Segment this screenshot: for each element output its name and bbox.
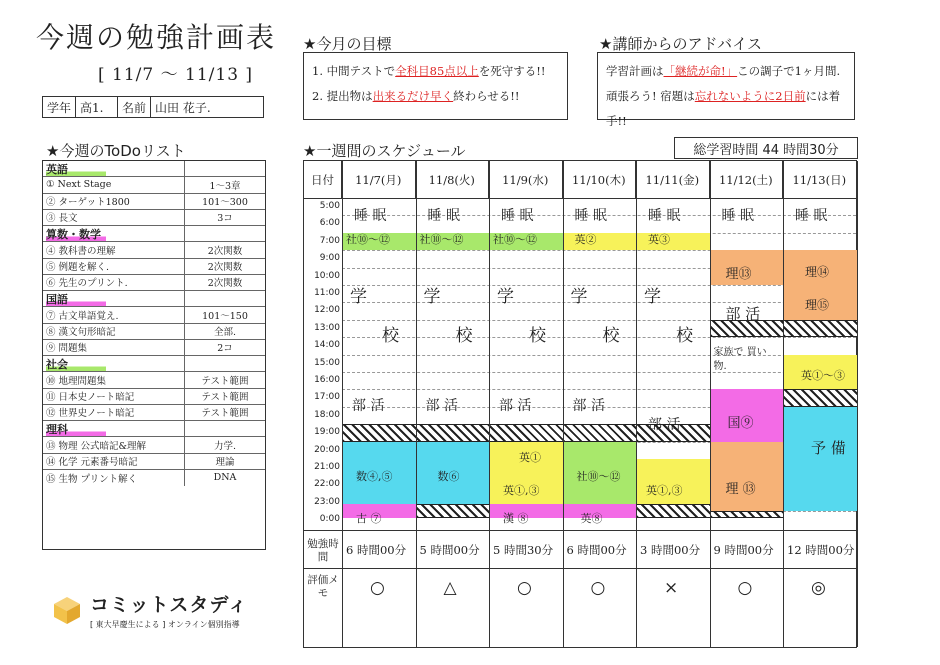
- todo-task: 国語: [43, 291, 185, 306]
- day-header: 11/9(水): [489, 161, 563, 199]
- school-label-gaku: 学: [423, 287, 441, 307]
- advice2-post: には着手!!: [606, 89, 841, 128]
- thu-social-label: 社⑩〜⑫: [576, 469, 621, 483]
- eval-mark: ○: [737, 578, 753, 599]
- study-time-value: 6 時間00分: [346, 543, 407, 558]
- goal1-emphasis: 全科目85点以上: [395, 64, 479, 78]
- todo-subject-row: [43, 291, 265, 307]
- sleep-label: 睡 眠: [574, 208, 607, 225]
- time-label: 14:00: [314, 340, 340, 351]
- column-divider: [857, 161, 858, 647]
- column-divider: [416, 161, 417, 647]
- todo-task: ② ターゲット1800: [43, 194, 185, 209]
- eval-mark: ◎: [811, 578, 826, 599]
- mon-math-label: 数④,⑤: [356, 469, 393, 483]
- todo-quantity: 2コ: [217, 343, 233, 355]
- tue-morning-label: 社⑩〜⑫: [419, 233, 464, 247]
- column-divider: [489, 161, 490, 647]
- time-label: 20:00: [314, 444, 340, 455]
- todo-item-row: [43, 307, 265, 323]
- wed-english1-label: 英①: [519, 450, 541, 464]
- club-label: 部 活: [425, 397, 458, 414]
- todo-subject-row: [43, 161, 265, 177]
- todo-item-row: [43, 372, 265, 388]
- period-range: [ 11/7 〜 11/13 ]: [98, 65, 254, 85]
- todo-subject-row: [43, 421, 265, 437]
- brand-tagline: [ 東大早慶生による ] オンライン個別指導: [90, 620, 240, 629]
- todo-item-row: [43, 177, 265, 193]
- advice1-post: この調子で1ヶ月間.: [737, 64, 841, 78]
- study-time-value: 6 時間00分: [566, 543, 627, 558]
- time-label: 23:00: [314, 496, 340, 507]
- time-label: 16:00: [314, 375, 340, 385]
- wed-morning-label: 社⑩〜⑫: [493, 233, 537, 247]
- todo-task: ⑩ 地理問題集: [43, 372, 185, 387]
- column-divider: [783, 161, 784, 647]
- time-label: 13:00: [314, 322, 340, 333]
- hour-gridline: [342, 372, 856, 373]
- todo-item-row: [43, 242, 265, 258]
- school-label-gaku: 学: [570, 287, 588, 307]
- study-row-divider: [304, 530, 856, 531]
- todo-task: ⑮ 生物 プリント解く: [43, 470, 185, 486]
- advice2-emphasis: 忘れないように2日前: [694, 89, 806, 103]
- school-label-kou: 校: [529, 325, 546, 346]
- day-header: 11/11(金): [636, 161, 710, 199]
- eval-mark: △: [443, 578, 457, 599]
- todo-quantity: 101〜150: [202, 310, 248, 322]
- sleep-label: 睡 眠: [427, 208, 460, 225]
- todo-item-row: [43, 437, 265, 453]
- todo-item-row: [43, 259, 265, 275]
- tue-late-hatch: [416, 504, 490, 518]
- column-divider: [342, 161, 343, 647]
- name-label: 名前: [118, 97, 151, 117]
- sleep-label: 睡 眠: [354, 208, 387, 225]
- column-divider: [563, 161, 564, 647]
- todo-heading: ★今週のToDoリスト: [46, 142, 186, 160]
- study-time-value: 9 時間00分: [713, 543, 774, 558]
- cube-logo-icon: [52, 595, 82, 625]
- weekly-schedule: [303, 160, 857, 648]
- school-label-kou: 校: [455, 325, 473, 346]
- hour-gridline: [342, 355, 856, 356]
- eval-mark: ○: [590, 578, 606, 599]
- sat-science2-label: 理 ⑬: [725, 482, 756, 498]
- todo-item-row: [43, 275, 265, 291]
- mon-morning-label: 社⑩〜⑫: [346, 233, 390, 247]
- time-label: 0:00: [319, 514, 340, 525]
- grade-label: 学年: [43, 97, 76, 117]
- sun-english-label: 英①〜③: [801, 369, 845, 382]
- time-label: 7:00: [319, 235, 340, 246]
- goal2-pre: 2. 提出物は: [312, 89, 373, 103]
- school-label-kou: 校: [602, 325, 620, 346]
- goal1-post: を死守する!!: [478, 64, 546, 78]
- day-header: 11/8(火): [416, 161, 490, 199]
- eval-row-divider: [304, 568, 856, 569]
- advice-line-1: [606, 59, 846, 84]
- time-label: 11:00: [314, 288, 340, 298]
- eval-mark: ○: [517, 578, 532, 599]
- sleep-label: 睡 眠: [795, 208, 828, 225]
- todo-quantity: 全部.: [213, 327, 237, 339]
- thu-morning-label: 英②: [574, 233, 597, 247]
- column-divider: [636, 161, 637, 647]
- goal2-emphasis: 出来るだけ早く: [372, 89, 454, 103]
- sun-science14-label: 理⑭: [805, 264, 830, 279]
- todo-item-row: [43, 194, 265, 210]
- todo-task: ④ 教科書の理解: [43, 242, 185, 257]
- todo-quantity: 2次関数: [207, 262, 243, 274]
- study-time-value: 12 時間00分: [787, 543, 855, 558]
- todo-item-row: [43, 210, 265, 226]
- todo-quantity: 3コ: [217, 213, 233, 225]
- todo-subject-row: [43, 356, 265, 372]
- name-value: 山田 花子.: [155, 100, 211, 115]
- study-time-value: 3 時間00分: [640, 543, 701, 558]
- day-header: 11/12(土): [710, 161, 784, 199]
- todo-list: [42, 160, 266, 550]
- todo-item-row: [43, 340, 265, 356]
- day-header: 11/7(月): [342, 161, 416, 199]
- todo-task: ③ 長文: [43, 210, 185, 225]
- time-label: 5:00: [319, 201, 340, 211]
- todo-quantity: テスト範囲: [201, 408, 249, 420]
- thu-english-label: 英⑧: [580, 511, 603, 525]
- goal1-pre: 1. 中間テストで: [312, 64, 396, 78]
- todo-item-row: [43, 454, 265, 470]
- club-label: 部 活: [352, 397, 385, 414]
- sat-shopping-label: 家族で 買い物.: [713, 347, 767, 373]
- todo-task: ① Next Stage: [43, 177, 185, 192]
- todo-task: ⑤ 例題を解く.: [43, 259, 185, 274]
- todo-quantity: DNA: [213, 472, 237, 484]
- hour-gridline: [342, 337, 856, 338]
- sun-break-hatch: [783, 320, 857, 337]
- study-time-value: 5 時間00分: [419, 543, 480, 558]
- sat-science-label: 理⑬: [725, 266, 752, 282]
- time-label: 21:00: [314, 462, 340, 472]
- day-header: 11/13(日): [783, 161, 857, 199]
- advice-line-2: [606, 84, 846, 134]
- todo-quantity: 2次関数: [207, 278, 243, 290]
- todo-task: ⑪ 日本史ノート暗記: [43, 389, 185, 404]
- club-label: 部 活: [572, 397, 605, 414]
- todo-task: ⑫ 世界史ノート暗記: [43, 405, 185, 420]
- advice2-pre: 頑張ろう! 宿題は: [606, 89, 695, 103]
- hour-gridline: [342, 302, 856, 303]
- school-label-kou: 校: [676, 325, 693, 346]
- tue-math-label: 数⑥: [437, 469, 460, 483]
- goals-box: [303, 52, 568, 120]
- todo-task: ⑧ 漢文句形暗記: [43, 324, 185, 339]
- todo-task: ⑥ 先生のプリント.: [43, 275, 185, 290]
- school-label-gaku: 学: [644, 287, 661, 307]
- time-label: 15:00: [314, 357, 340, 368]
- advice-heading: ★講師からのアドバイス: [599, 35, 762, 53]
- goal2-post: 終わらせる!!: [453, 89, 520, 103]
- sat-late-hatch: [710, 511, 784, 518]
- todo-task: 理科: [43, 421, 185, 436]
- advice1-pre: 学習計画は: [606, 64, 664, 78]
- school-label-gaku: 学: [350, 287, 367, 307]
- todo-task: ⑭ 化学 元素番号暗記: [43, 454, 185, 469]
- sat-club-label: 部 活: [725, 304, 761, 323]
- advice1-emphasis: 「継続が命!」: [663, 64, 738, 78]
- sat-japanese-label: 国⑨: [727, 416, 754, 432]
- sat-science2-block: [710, 442, 784, 512]
- sleep-label: 睡 眠: [648, 208, 681, 225]
- todo-task: ⑬ 物理 公式暗記&理解: [43, 437, 185, 452]
- fri-club-label: 部 活: [648, 416, 681, 433]
- student-info: [42, 96, 264, 118]
- time-label: 6:00: [319, 218, 340, 229]
- todo-subject-row: [43, 226, 265, 242]
- time-label: 18:00: [314, 409, 340, 420]
- page-title: 今週の勉強計画表: [36, 21, 277, 54]
- school-label-kou: 校: [382, 325, 399, 346]
- club-label: 部 活: [499, 397, 532, 414]
- study-time-value: 5 時間30分: [493, 543, 554, 558]
- time-label: 22:00: [314, 479, 340, 490]
- todo-quantity: テスト範囲: [201, 375, 249, 387]
- sleep-label: 睡 眠: [721, 208, 754, 225]
- wed-english2-label: 英①,③: [503, 483, 540, 497]
- fri-english-label: 英①,③: [646, 483, 683, 497]
- hour-gridline: [342, 285, 856, 286]
- todo-quantity: 理論: [215, 457, 235, 469]
- sun-science15-label: 理⑮: [805, 297, 830, 312]
- fri-morning-label: 英③: [648, 233, 670, 247]
- date-header-label: 日付: [304, 161, 342, 199]
- todo-task: ⑦ 古文単語覚え.: [43, 307, 185, 322]
- eval-mark: ○: [370, 578, 385, 599]
- eval-memo-label: 評価メモ: [307, 574, 339, 600]
- todo-task: 算数・数学: [43, 226, 185, 241]
- grade-value: 高1.: [76, 97, 118, 117]
- todo-item-row: [43, 389, 265, 405]
- goal-line-2: [312, 84, 559, 109]
- sun-prep-block: [783, 407, 857, 511]
- todo-quantity: テスト範囲: [201, 392, 249, 404]
- advice-box: [597, 52, 855, 128]
- todo-item-row: [43, 470, 265, 486]
- todo-quantity: 2次関数: [207, 245, 243, 257]
- time-label: 19:00: [314, 427, 340, 438]
- mon-kobun-label: 古 ⑦: [356, 511, 382, 525]
- goal-line-1: [312, 59, 559, 84]
- todo-task: ⑨ 問題集: [43, 340, 185, 355]
- fri-late-hatch: [636, 504, 710, 518]
- schedule-heading: ★一週間のスケジュール: [303, 142, 466, 160]
- school-label-gaku: 学: [497, 287, 514, 307]
- goals-heading: ★今月の目標: [303, 35, 392, 53]
- todo-task: 英語: [43, 161, 185, 176]
- time-label: 9:00: [319, 253, 340, 264]
- sun-prep-label: 予 備: [811, 438, 846, 457]
- todo-item-row: [43, 405, 265, 421]
- day-header: 11/10(木): [563, 161, 637, 199]
- eval-mark: ×: [664, 578, 679, 599]
- todo-quantity: 101〜300: [202, 197, 248, 209]
- brand-logo: [52, 590, 248, 630]
- todo-quantity: 1〜3章: [209, 180, 241, 192]
- time-label: 10:00: [314, 270, 340, 281]
- sleep-label: 睡 眠: [501, 208, 534, 225]
- study-time-label: 勉強時間: [307, 538, 339, 564]
- todo-item-row: [43, 324, 265, 340]
- column-divider: [710, 161, 711, 647]
- wed-kanbun-label: 漢 ⑧: [503, 511, 529, 525]
- brand-name: コミットスタディ: [90, 594, 248, 616]
- todo-quantity: 力学.: [213, 440, 237, 452]
- time-label: 12:00: [314, 305, 340, 316]
- time-label: 17:00: [314, 392, 340, 403]
- todo-task: 社会: [43, 356, 185, 371]
- total-study-time: 総学習時間 44 時間30分: [674, 137, 858, 159]
- sun-break2-hatch: [783, 389, 857, 406]
